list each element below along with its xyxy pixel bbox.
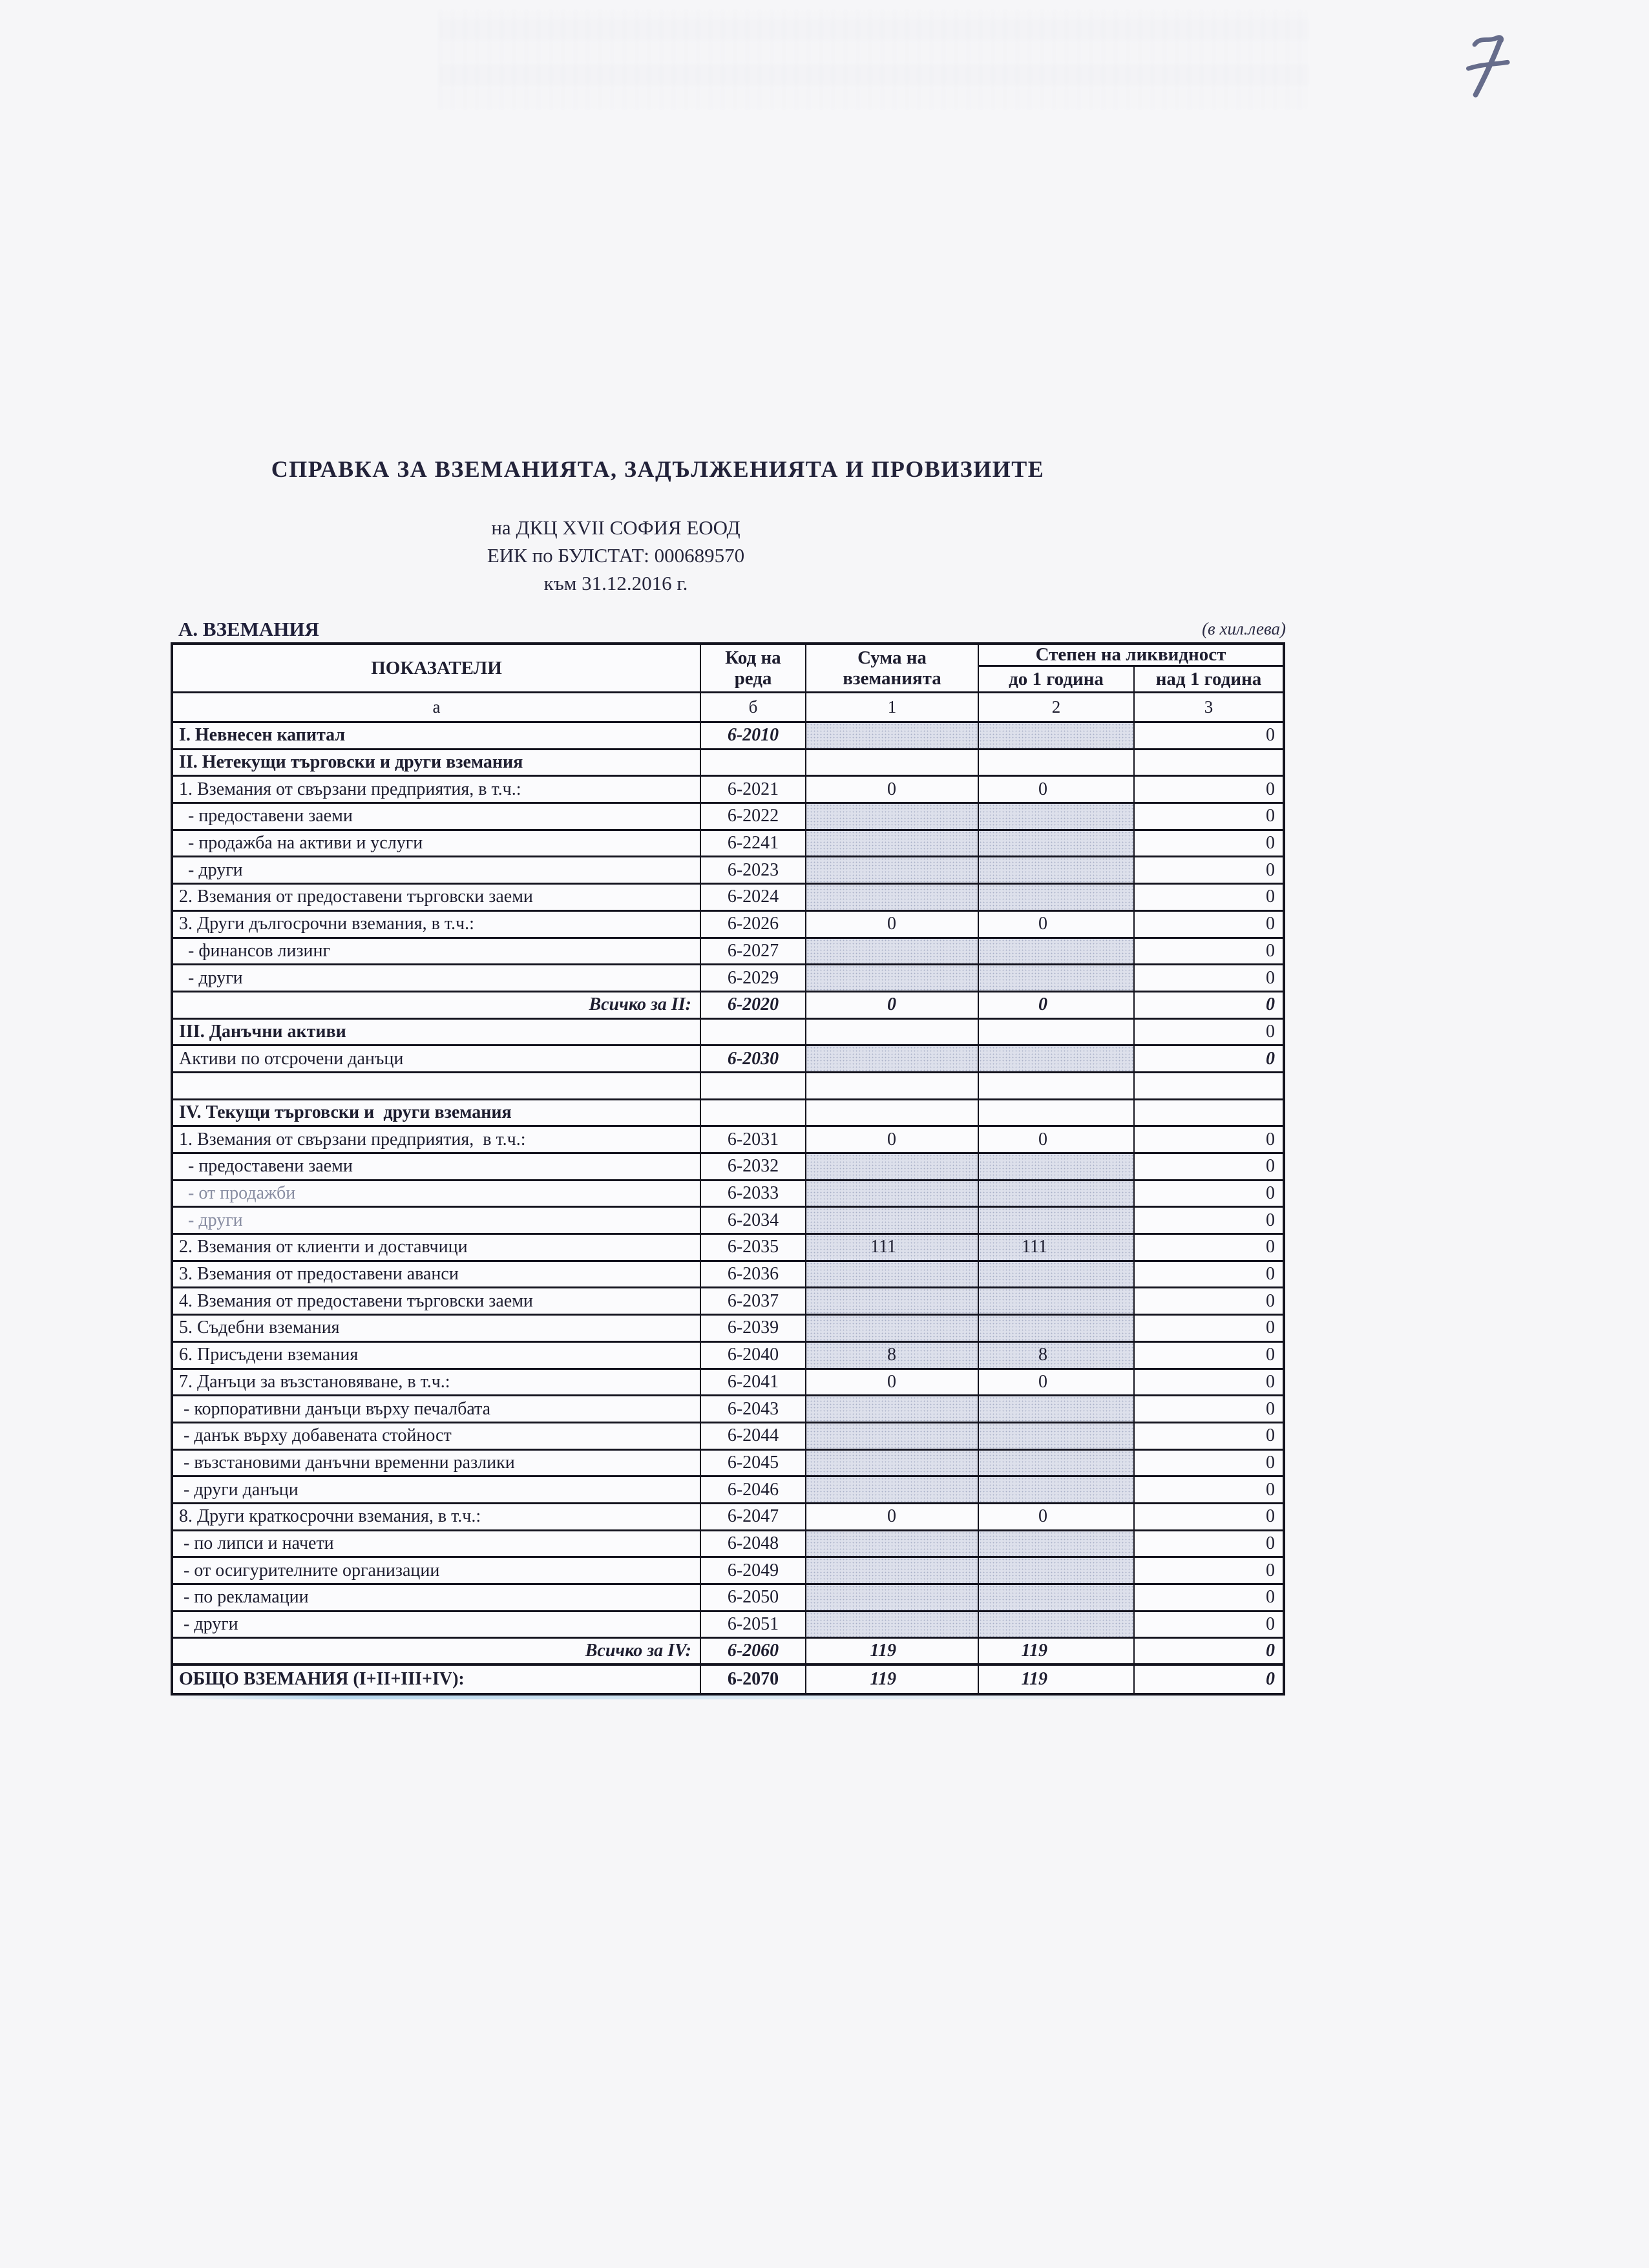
row-code: 6-2043 (701, 1396, 806, 1422)
value-over-1-year: 0 (1266, 887, 1275, 907)
row-code: 6-2023 (701, 857, 806, 883)
document-title: СПРАВКА ЗА ВЗЕМАНИЯТА, ЗАДЪЛЖЕНИЯТА И ПРОВИЗИИТЕ (271, 456, 1045, 482)
value-over-1-year: 0 (1266, 1560, 1275, 1580)
row-indicator: Активи по отсрочени данъци (173, 1046, 701, 1071)
row-code: 6-2041 (701, 1370, 806, 1395)
row-indicator: 3. Вземания от предоставени аванси (173, 1262, 701, 1287)
value-upto-1-year (979, 1020, 1135, 1045)
row-indicator: - други данъци (173, 1477, 701, 1502)
value-upto-1-year (979, 1100, 1135, 1126)
row-code: 6-2024 (701, 885, 806, 910)
value-over-1-year: 0 (1266, 1614, 1275, 1635)
row-code: 6-2040 (701, 1343, 806, 1368)
row-indicator: - възстановими данъчни временни разлики (173, 1451, 701, 1476)
table-row (173, 1343, 1283, 1370)
value-over-1-year: 0 (1266, 779, 1275, 799)
row-code: 6-2048 (701, 1531, 806, 1557)
row-code: 6-2035 (701, 1235, 806, 1260)
row-indicator: Всичко за IV: (173, 1639, 701, 1663)
value-over-1-year: 0 (1266, 1371, 1275, 1392)
date-line: към 31.12.2016 г. (543, 572, 688, 594)
value-sum (806, 1073, 979, 1098)
value-sum: 0 (806, 992, 979, 1018)
row-indicator: - предоставени заеми (173, 1154, 701, 1179)
table-row (173, 992, 1283, 1020)
row-code: 6-2022 (701, 804, 806, 829)
table-row (173, 1316, 1283, 1343)
value-sum (806, 1451, 979, 1476)
row-indicator: I. Невнесен капитал (173, 723, 701, 748)
table-row (173, 1423, 1283, 1451)
row-code: 6-2034 (701, 1208, 806, 1233)
value-sum (806, 1208, 979, 1233)
value-upto-1-year (979, 1181, 1135, 1206)
row-indicator: 5. Съдебни вземания (173, 1316, 701, 1341)
value-upto-1-year (979, 1531, 1135, 1557)
value-sum (806, 723, 979, 748)
row-indicator: 2. Вземания от предоставени търговски заеми (173, 885, 701, 910)
row-indicator: - корпоративни данъци върху печалбата (173, 1396, 701, 1422)
row-code: 6-2060 (701, 1639, 806, 1663)
row-indicator: - предоставени заеми (173, 804, 701, 829)
row-code (701, 1020, 806, 1045)
value-sum (806, 1262, 979, 1287)
value-upto-1-year: 0 (979, 1127, 1135, 1152)
row-code: 6-2047 (701, 1504, 806, 1529)
value-over-1-year: 0 (1266, 1452, 1275, 1473)
value-over-1-year: 0 (1266, 1210, 1275, 1230)
row-code: 6-2027 (701, 939, 806, 964)
row-code: 6-2051 (701, 1612, 806, 1637)
header-code (701, 645, 806, 691)
table-row (173, 1181, 1283, 1208)
value-sum (806, 1558, 979, 1583)
row-indicator: - други (173, 965, 701, 991)
table-row (173, 885, 1283, 912)
value-upto-1-year (979, 1396, 1135, 1422)
value-upto-1-year (979, 750, 1135, 775)
value-sum (806, 831, 979, 856)
row-code: 6-2021 (701, 777, 806, 802)
value-sum (806, 1154, 979, 1179)
row-code: 6-2050 (701, 1585, 806, 1610)
value-upto-1-year (979, 1046, 1135, 1071)
table-row (173, 1666, 1283, 1693)
row-code (701, 1073, 806, 1098)
value-sum: 0 (806, 1504, 979, 1529)
value-sum (806, 1612, 979, 1637)
table-row (173, 1504, 1283, 1531)
value-over-1-year: 0 (1266, 1183, 1275, 1204)
table-row (173, 1558, 1283, 1585)
table-row (173, 1396, 1283, 1423)
value-upto-1-year: 0 (979, 777, 1135, 802)
header-sum-line2: вземанията (843, 668, 941, 689)
header-liquidity: Степен на ликвидност (979, 645, 1283, 667)
value-over-1-year (1135, 1100, 1283, 1126)
value-sum (806, 857, 979, 883)
table-header-row (173, 645, 1283, 693)
row-indicator: - други (173, 1208, 701, 1233)
value-sum: 119 (806, 1666, 979, 1693)
value-upto-1-year (979, 939, 1135, 964)
value-upto-1-year: 0 (979, 992, 1135, 1018)
value-sum: 119 (806, 1639, 979, 1663)
value-sum (806, 1100, 979, 1126)
table-row (173, 1262, 1283, 1289)
subheader-a: а (173, 693, 701, 721)
value-over-1-year: 0 (1266, 1668, 1275, 1689)
table-row (173, 804, 1283, 831)
value-sum: 0 (806, 1370, 979, 1395)
value-upto-1-year (979, 1585, 1135, 1610)
row-code: 6-2046 (701, 1477, 806, 1502)
row-indicator: - финансов лизинг (173, 939, 701, 964)
value-upto-1-year (979, 1558, 1135, 1583)
handwritten-page-number (1461, 28, 1517, 106)
row-indicator: - по липси и начети (173, 1531, 701, 1557)
value-upto-1-year (979, 1423, 1135, 1449)
row-indicator: - продажба на активи и услуги (173, 831, 701, 856)
value-over-1-year: 0 (1266, 806, 1275, 826)
value-sum: 0 (806, 777, 979, 802)
value-upto-1-year (979, 1262, 1135, 1287)
row-code: 6-2010 (701, 723, 806, 748)
value-sum (806, 939, 979, 964)
value-upto-1-year (979, 804, 1135, 829)
value-over-1-year: 0 (1266, 967, 1275, 988)
row-code: 6-2030 (701, 1046, 806, 1071)
section-a-label: А. ВЗЕМАНИЯ (178, 618, 319, 640)
table-row (173, 1639, 1283, 1666)
table-row (173, 857, 1283, 885)
row-code: 6-2039 (701, 1316, 806, 1341)
row-code: 6-2045 (701, 1451, 806, 1476)
value-sum (806, 1046, 979, 1071)
value-upto-1-year (979, 885, 1135, 910)
value-over-1-year (1135, 1073, 1283, 1098)
value-over-1-year: 0 (1266, 1264, 1275, 1285)
value-over-1-year: 0 (1266, 1345, 1275, 1365)
value-over-1-year: 0 (1266, 725, 1275, 746)
table-row (173, 723, 1283, 750)
row-indicator: 3. Други дългосрочни вземания, в т.ч.: (173, 912, 701, 937)
header-indicators: ПОКАЗАТЕЛИ (173, 645, 701, 691)
table-subheader-row (173, 693, 1283, 723)
value-sum (806, 1423, 979, 1449)
table-row (173, 1451, 1283, 1478)
value-upto-1-year (979, 1477, 1135, 1502)
subheader-1: 1 (806, 693, 979, 721)
value-over-1-year: 0 (1266, 1641, 1275, 1661)
row-code: 6-2049 (701, 1558, 806, 1583)
row-indicator: 1. Вземания от свързани предприятия, в т.ч.: (173, 1127, 701, 1152)
value-sum (806, 1020, 979, 1045)
value-over-1-year: 0 (1266, 833, 1275, 854)
row-indicator: - от осигурителните организации (173, 1558, 701, 1583)
table-row (173, 1612, 1283, 1639)
value-sum: 0 (806, 1127, 979, 1152)
value-over-1-year (1135, 750, 1283, 775)
row-code: 6-2036 (701, 1262, 806, 1287)
value-over-1-year: 0 (1266, 1048, 1275, 1069)
value-over-1-year: 0 (1266, 940, 1275, 961)
value-over-1-year: 0 (1266, 1506, 1275, 1527)
value-upto-1-year (979, 1451, 1135, 1476)
header-code-line1: Код на (725, 647, 781, 668)
value-upto-1-year (979, 723, 1135, 748)
header-over-1-year: над 1 година (1155, 668, 1262, 689)
row-indicator: - от продажби (173, 1181, 701, 1206)
value-over-1-year: 0 (1266, 859, 1275, 880)
value-over-1-year: 0 (1266, 1237, 1275, 1257)
row-indicator: 1. Вземания от свързани предприятия, в т.ч.: (173, 777, 701, 802)
row-code: 6-2044 (701, 1423, 806, 1449)
table-row (173, 1370, 1283, 1397)
value-over-1-year: 0 (1266, 1156, 1275, 1177)
table-row (173, 939, 1283, 966)
value-sum (806, 1477, 979, 1502)
table-row (173, 965, 1283, 992)
value-sum (806, 1396, 979, 1422)
value-over-1-year: 0 (1266, 1021, 1275, 1042)
row-indicator: III. Данъчни активи (173, 1020, 701, 1045)
table-row (173, 777, 1283, 804)
value-sum (806, 1181, 979, 1206)
header-sum-line1: Сума на (857, 647, 927, 668)
units-note: (в хил.лева) (1202, 619, 1286, 638)
row-code: 6-2029 (701, 965, 806, 991)
value-sum (806, 1288, 979, 1314)
row-code: 6-2241 (701, 831, 806, 856)
value-upto-1-year (979, 1288, 1135, 1314)
value-over-1-year: 0 (1266, 994, 1275, 1015)
row-indicator (173, 1073, 701, 1098)
table-row (173, 1073, 1283, 1100)
value-sum (806, 965, 979, 991)
value-upto-1-year (979, 1154, 1135, 1179)
value-upto-1-year: 111 (979, 1235, 1135, 1260)
row-indicator: ОБЩО ВЗЕМАНИЯ (I+II+III+IV): (173, 1666, 701, 1693)
row-code: 6-2020 (701, 992, 806, 1018)
row-indicator: - други (173, 857, 701, 883)
table-row (173, 1046, 1283, 1073)
value-upto-1-year (979, 1208, 1135, 1233)
value-sum (806, 885, 979, 910)
row-indicator: - други (173, 1612, 701, 1637)
value-upto-1-year: 0 (979, 1370, 1135, 1395)
value-over-1-year: 0 (1266, 1290, 1275, 1311)
value-upto-1-year (979, 831, 1135, 856)
value-over-1-year: 0 (1266, 1129, 1275, 1150)
value-sum (806, 1316, 979, 1341)
row-code (701, 750, 806, 775)
receivables-table (171, 642, 1285, 1696)
value-upto-1-year: 119 (979, 1639, 1135, 1663)
value-over-1-year: 0 (1266, 914, 1275, 934)
header-sum (806, 645, 979, 691)
table-row (173, 1020, 1283, 1047)
value-upto-1-year: 119 (979, 1666, 1135, 1693)
value-sum (806, 1585, 979, 1610)
value-sum (806, 1531, 979, 1557)
subheader-2: 2 (979, 693, 1135, 721)
row-code: 6-2031 (701, 1127, 806, 1152)
value-sum: 0 (806, 912, 979, 937)
table-row (173, 1154, 1283, 1181)
value-upto-1-year (979, 1073, 1135, 1098)
value-over-1-year: 0 (1266, 1425, 1275, 1446)
subheader-b: б (701, 693, 806, 721)
table-row (173, 750, 1283, 777)
value-upto-1-year (979, 1612, 1135, 1637)
row-indicator: 8. Други краткосрочни вземания, в т.ч.: (173, 1504, 701, 1529)
value-sum (806, 804, 979, 829)
row-indicator: 6. Присъдени вземания (173, 1343, 701, 1368)
table-row (173, 912, 1283, 939)
value-over-1-year: 0 (1266, 1318, 1275, 1338)
value-over-1-year: 0 (1266, 1479, 1275, 1500)
value-upto-1-year (979, 857, 1135, 883)
value-upto-1-year (979, 965, 1135, 991)
table-row (173, 1100, 1283, 1128)
row-indicator: 4. Вземания от предоставени търговски заеми (173, 1288, 701, 1314)
table-row (173, 1127, 1283, 1154)
eik-line: ЕИК по БУЛСТАТ: 000689570 (487, 544, 745, 567)
company-line: на ДКЦ XVII СОФИЯ ЕООД (491, 516, 740, 539)
value-over-1-year: 0 (1266, 1587, 1275, 1608)
table-row (173, 1477, 1283, 1504)
value-over-1-year: 0 (1266, 1398, 1275, 1419)
value-sum: 111 (806, 1235, 979, 1260)
table-body (173, 723, 1283, 1693)
table-row (173, 1208, 1283, 1235)
row-code: 6-2033 (701, 1181, 806, 1206)
row-indicator: 2. Вземания от клиенти и доставчици (173, 1235, 701, 1260)
value-upto-1-year: 0 (979, 912, 1135, 937)
row-indicator: - по рекламации (173, 1585, 701, 1610)
table-row (173, 1585, 1283, 1612)
table-row (173, 1235, 1283, 1262)
value-over-1-year: 0 (1266, 1533, 1275, 1553)
value-sum: 8 (806, 1343, 979, 1368)
row-code: 6-2032 (701, 1154, 806, 1179)
header-upto-1-year: до 1 година (979, 667, 1135, 691)
header-code-line2: реда (734, 668, 772, 689)
value-upto-1-year (979, 1316, 1135, 1341)
row-indicator: Всичко за II: (173, 992, 701, 1018)
row-indicator: - данък върху добавената стойност (173, 1423, 701, 1449)
row-code (701, 1100, 806, 1126)
row-code: 6-2037 (701, 1288, 806, 1314)
value-upto-1-year: 8 (979, 1343, 1135, 1368)
row-indicator: II. Нетекущи търговски и други вземания (173, 750, 701, 775)
value-upto-1-year: 0 (979, 1504, 1135, 1529)
table-row (173, 1531, 1283, 1559)
table-row (173, 831, 1283, 858)
table-row (173, 1288, 1283, 1316)
subheader-3: 3 (1204, 697, 1213, 717)
value-sum (806, 750, 979, 775)
header-liquidity-group (979, 645, 1283, 691)
row-indicator: IV. Текущи търговски и други вземания (173, 1100, 701, 1126)
row-code: 6-2026 (701, 912, 806, 937)
bleed-through-artifact (439, 10, 1308, 110)
row-code: 6-2070 (701, 1666, 806, 1693)
row-indicator: 7. Данъци за възстановяване, в т.ч.: (173, 1370, 701, 1395)
